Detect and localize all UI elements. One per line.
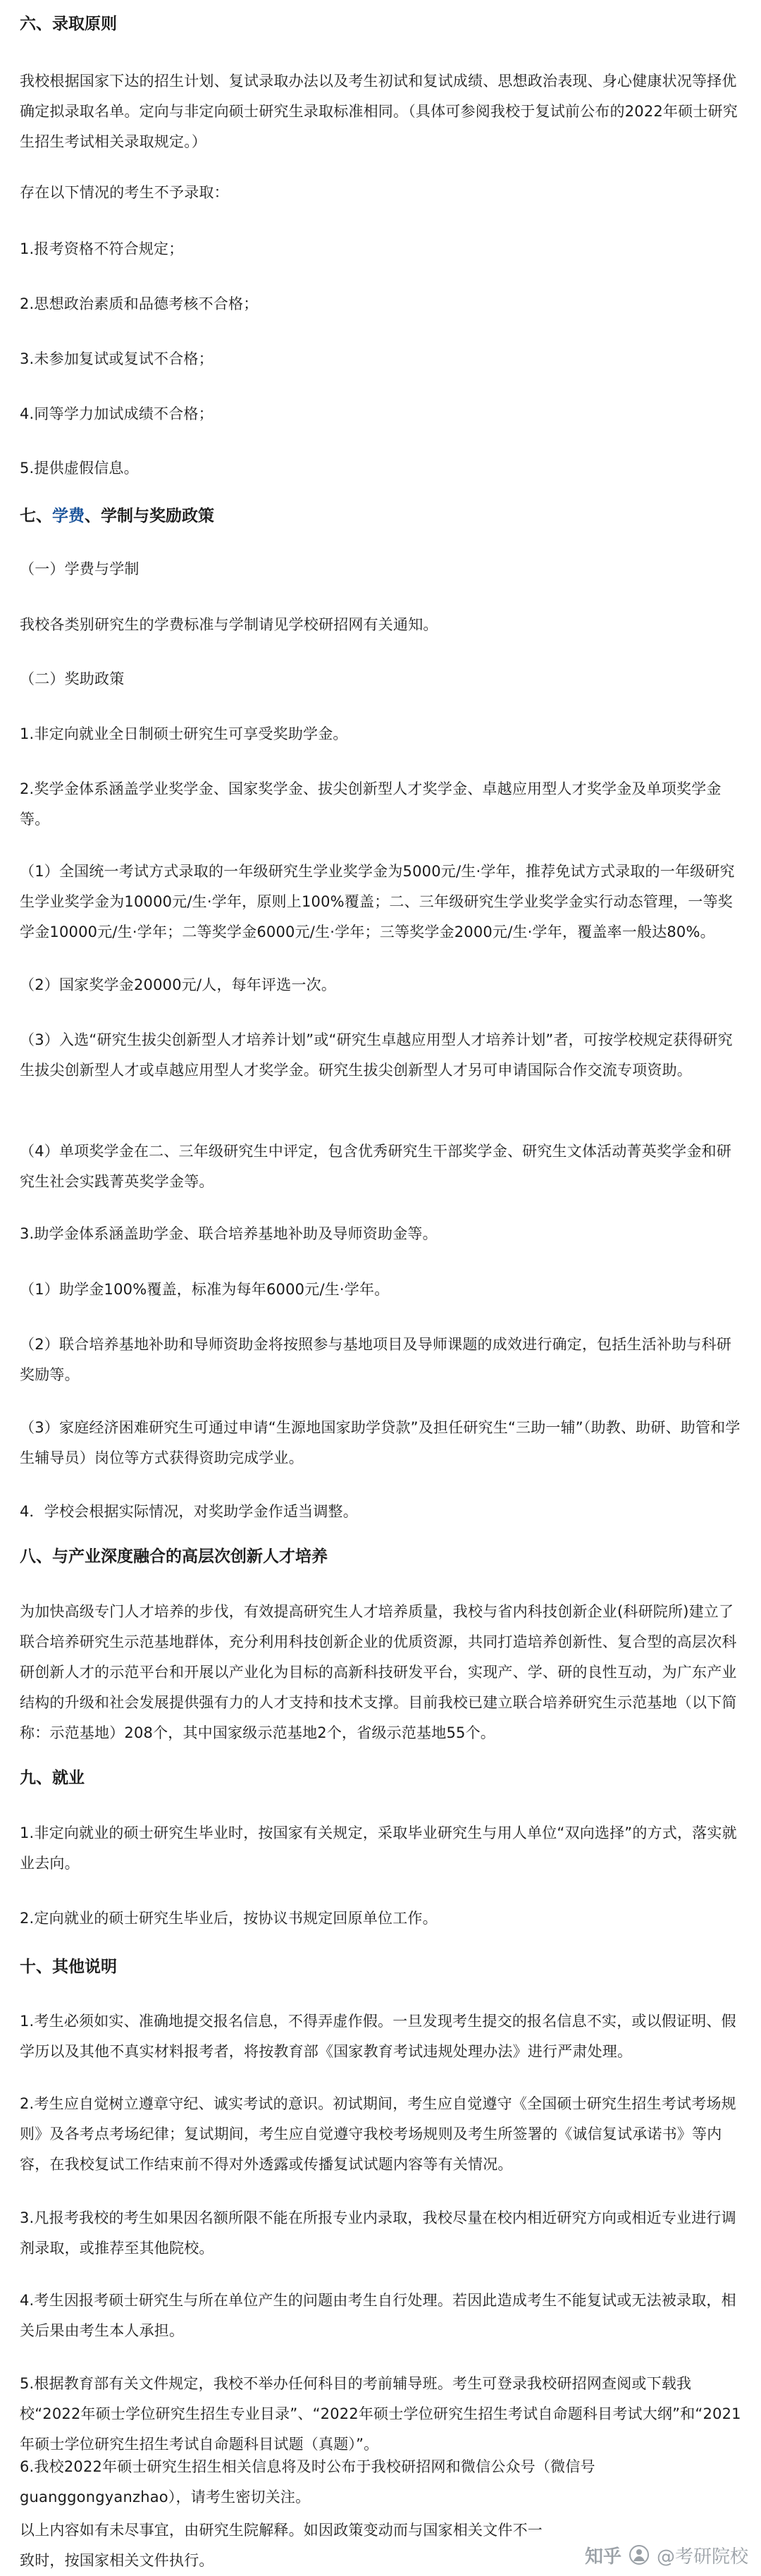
heading-rest: 、学制与奖励政策 [85,507,214,525]
watermark-author: @考研院校 [656,2546,748,2568]
section-heading-tuition-and-awards [20,502,745,530]
section-heading-other-notes: 十、其他说明 [20,1958,117,1976]
paragraph: 2.奖学金体系涵盖学业奖学金、国家奖学金、拔尖创新型人才奖学金、卓越应用型人才奖学金及单项奖学金等。 [20,780,722,828]
paragraph: 3.助学金体系涵盖助学金、联合培养基地补助及导师资助金等。 [20,1225,438,1242]
paragraph: 6.我校2022年硕士研究生招生相关信息将及时公布于我校研招网和微信公众号（微信号guanggongyanzhao），请考生密切关注。 [20,2458,595,2506]
paragraph: 1.非定向就业的硕士研究生毕业时，按国家有关规定，采取毕业研究生与用人单位“双向选择”的方式，落实就业去向。 [20,1824,737,1872]
section-heading-admission-principles: 六、录取原则 [20,15,117,33]
watermark-brand: 知乎 [584,2546,621,2568]
paragraph: 4.考生因报考硕士研究生与所在单位产生的问题由考生自行处理。若因此造成考生不能复试或无法被录取，相关后果由考生本人承担。 [20,2292,736,2339]
paragraph-closing-note: 以上内容如有未尽事宜，由研究生院解释。如因政策变动而与国家相关文件不一致时，按国家相关文件执行。 [20,2522,543,2569]
paragraph: 存在以下情况的考生不予录取： [20,184,229,201]
list-item: 5.提供虚假信息。 [20,460,139,477]
paragraph: （3）家庭经济困难研究生可通过申请“生源地国家助学贷款”及担任研究生“三助一辅”（助教、助研、助管和学生辅导员）岗位等方式获得资助完成学业。 [20,1419,741,1466]
paragraph: 我校各类别研究生的学费标准与学制请见学校研招网有关通知。 [20,616,438,633]
paragraph: （3）入选“研究生拔尖创新型人才培养计划”或“研究生卓越应用型人才培养计划”者，可按学校规定获得研究生拔尖创新型人才或卓越应用型人才奖学金。研究生拔尖创新型人才另可申请国际合作交流专项资助。 [20,1031,733,1079]
paragraph: （1）助学金100%覆盖，标准为每年6000元/生·学年。 [20,1281,390,1298]
paragraph: 1.考生必须如实、准确地提交报名信息，不得弄虚作假。一旦发现考生提交的报名信息不实，或以假证明、假学历以及其他不真实材料报考者，将按教育部《国家教育考试违规处理办法》进行严肃处理。 [20,2013,736,2060]
paragraph: 2.定向就业的硕士研究生毕业后，按协议书规定回原单位工作。 [20,1910,438,1927]
section-heading-employment: 九、就业 [20,1769,85,1787]
paragraph: 5.根据教育部有关文件规定，我校不举办任何科目的考前辅导班。考生可登录我校研招网查阅或下载我校“2022年硕士学位研究生招生专业目录”、“2022年硕士学位研究生招生考试自命题科目考试大纲”和“2021年硕士学位研究生招生考试自命题科目试题（真题）”。 [20,2375,741,2453]
paragraph: 3.凡报考我校的考生如果因名额所限不能在所报专业内录取，我校尽量在校内相近研究方向或相近专业进行调剂录取，或推荐至其他院校。 [20,2209,736,2257]
paragraph: （4）单项奖学金在二、三年级研究生中评定，包含优秀研究生干部奖学金、研究生文体活动菁英奖学金和研究生社会实践菁英奖学金等。 [20,1143,731,1190]
paragraph: 为加快高级专门人才培养的步伐，有效提高研究生人才培养质量，我校与省内科技创新企业(科研院所)建立了联合培养研究生示范基地群体，充分利用科技创新企业的优质资源，共同打造培养创新性、复合型的高层次科研创新人才的示范平台和开展以产业化为目标的高新科技研发平台，实现产、学、研的良性互动，为广东产业结构的升级和社会发展提供强有力的人才支持和技术支撑。目前我校已建立联合培养研究生示范基地（以下简称：示范基地）208个，其中国家级示范基地2个，省级示范基地55个。 [20,1603,737,1741]
paragraph: 1.非定向就业全日制硕士研究生可享受奖助学金。 [20,725,348,742]
paragraph: （2）联合培养基地补助和导师资助金将按照参与基地项目及导师课题的成效进行确定，包括生活补助与科研奖励等。 [20,1336,731,1383]
subheading: （二）奖助政策 [20,670,125,687]
paragraph: 我校根据国家下达的招生计划、复试录取办法以及考生初试和复试成绩、思想政治表现、身心健康状况等择优确定拟录取名单。定向与非定向硕士研究生录取标准相同。（具体可参阅我校于复试前公布的2022年硕士研究生招生考试相关录取规定。） [20,73,738,150]
section-heading-industry-integration: 八、与产业深度融合的高层次创新人才培养 [20,1547,328,1566]
zhihu-logo-icon [629,2544,650,2565]
paragraph: 4．学校会根据实际情况，对奖助学金作适当调整。 [20,1503,358,1520]
paragraph: （1）全国统一考试方式录取的一年级研究生学业奖学金为5000元/生·学年，推荐免试方式录取的一年级研究生学业奖学金为10000元/生·学年，原则上100%覆盖；二、三年级研究生学业奖学金实行动态管理，一等奖学金10000元/生·学年；二等奖学金6000元/生·学年；三等奖学金2000元/生·学年，覆盖率一般达80%。 [20,863,735,940]
list-item: 4.同等学力加试成绩不合格； [20,405,214,422]
list-item: 1.报考资格不符合规定； [20,240,184,257]
subheading: （一）学费与学制 [20,560,140,577]
heading-prefix: 七、 [20,507,52,525]
tuition-link[interactable]: 学费 [52,507,85,525]
list-item: 2.思想政治素质和品德考核不合格； [20,295,259,312]
zhihu-watermark [585,2539,748,2570]
paragraph: 2.考生应自觉树立遵章守纪、诚实考试的意识。初试期间，考生应自觉遵守《全国硕士研究生招生考试考场规则》及各考点考场纪律；复试期间，考生应自觉遵守我校考场规则及考生所签署的《诚信复试承诺书》等内容，在我校复试工作结束前不得对外透露或传播复试试题内容等有关情况。 [20,2095,736,2173]
list-item: 3.未参加复试或复试不合格； [20,350,214,367]
paragraph: （2）国家奖学金20000元/人，每年评选一次。 [20,976,337,993]
